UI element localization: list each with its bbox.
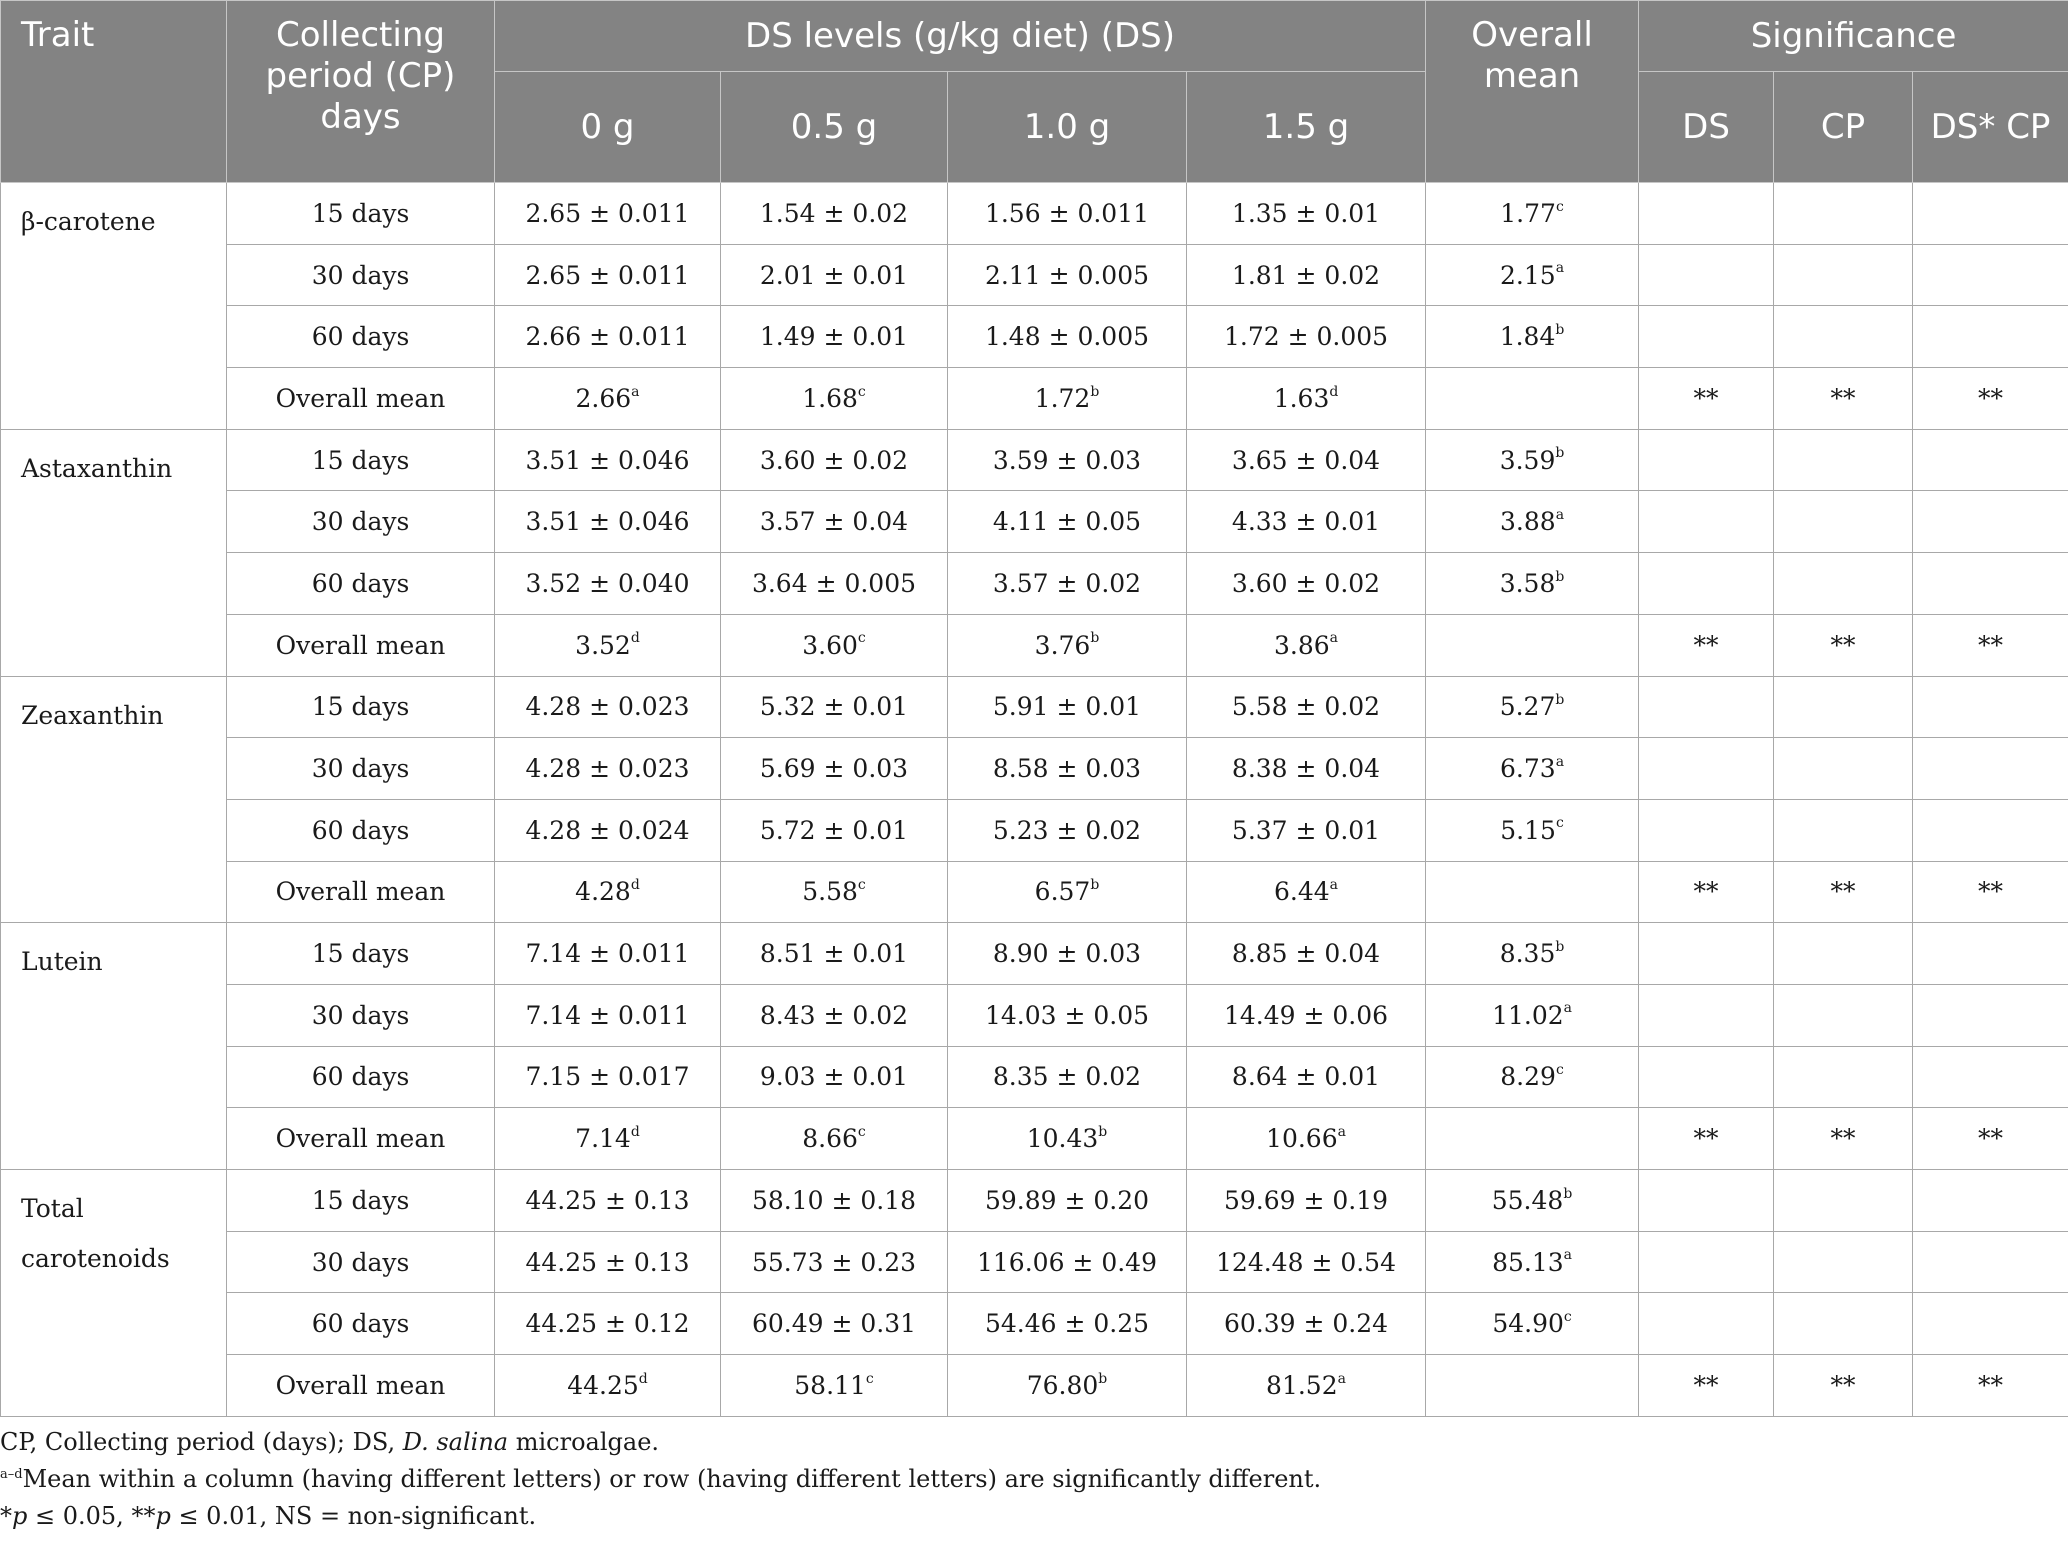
value-cell: 59.69 ± 0.19 [1187,1170,1426,1232]
significance-cell [1774,491,1913,553]
value-cell: 2.01 ± 0.01 [721,244,948,306]
value-cell: 5.32 ± 0.01 [721,676,948,738]
value-cell: 2.65 ± 0.011 [495,244,721,306]
value-cell: 54.46 ± 0.25 [948,1293,1187,1355]
significance-cell: ** [1913,861,2068,923]
value-cell: 8.35 ± 0.02 [948,1046,1187,1108]
value-cell: 3.52 ± 0.040 [495,553,721,615]
value-cell: 8.64 ± 0.01 [1187,1046,1426,1108]
column-mean-cell: 6.44$^a$ [1187,861,1426,923]
header-trait: Trait [1,1,227,183]
trait-label: β-carotene [1,183,227,430]
column-mean-cell: 76.80$^b$ [948,1355,1187,1417]
value-cell: 1.56 ± 0.011 [948,183,1187,245]
overall-mean-empty-cell [1426,614,1639,676]
value-cell: 2.66 ± 0.011 [495,306,721,368]
significance-cell [1639,923,1774,985]
overall-mean-row [1,368,2068,430]
significance-cell [1639,244,1774,306]
row-mean-cell: 11.02$^a$ [1426,984,1639,1046]
table-row [1,1293,2068,1355]
period-cell: 30 days [227,738,495,800]
header-sig-cp: CP [1774,72,1913,183]
overall-mean-empty-cell [1426,861,1639,923]
column-mean-cell: 81.52$^a$ [1187,1355,1426,1417]
column-mean-cell: 8.66$^c$ [721,1108,948,1170]
column-mean-cell: 3.60$^c$ [721,614,948,676]
overall-mean-empty-cell [1426,1108,1639,1170]
value-cell: 1.54 ± 0.02 [721,183,948,245]
period-cell: 15 days [227,429,495,491]
value-cell: 5.58 ± 0.02 [1187,676,1426,738]
value-cell: 116.06 ± 0.49 [948,1231,1187,1293]
significance-cell: ** [1639,861,1774,923]
header-overall-mean: Overall mean [1426,1,1639,183]
row-mean-cell: 1.84$^b$ [1426,306,1639,368]
table-row [1,738,2068,800]
overall-mean-label: Overall mean [227,861,495,923]
header-level-1-5g: 1.5 g [1187,72,1426,183]
significance-cell [1774,306,1913,368]
column-mean-cell: 44.25$^d$ [495,1355,721,1417]
table-row [1,491,2068,553]
overall-mean-label: Overall mean [227,368,495,430]
value-cell: 1.49 ± 0.01 [721,306,948,368]
significance-cell: ** [1639,368,1774,430]
column-mean-cell: 10.43$^b$ [948,1108,1187,1170]
table-row [1,429,2068,491]
table-row [1,1046,2068,1108]
table-row [1,553,2068,615]
significance-cell [1639,676,1774,738]
value-cell: 9.03 ± 0.01 [721,1046,948,1108]
value-cell: 1.81 ± 0.02 [1187,244,1426,306]
value-cell: 7.14 ± 0.011 [495,984,721,1046]
significance-cell: ** [1774,1108,1913,1170]
header-level-0-5g: 0.5 g [721,72,948,183]
significance-cell [1913,183,2068,245]
table-row [1,306,2068,368]
significance-cell [1774,183,1913,245]
column-mean-cell: 6.57$^b$ [948,861,1187,923]
significance-cell [1639,1231,1774,1293]
period-cell: 30 days [227,984,495,1046]
value-cell: 8.85 ± 0.04 [1187,923,1426,985]
significance-cell: ** [1774,1355,1913,1417]
period-cell: 30 days [227,244,495,306]
overall-mean-empty-cell [1426,368,1639,430]
overall-mean-row [1,614,2068,676]
column-mean-cell: 1.63$^d$ [1187,368,1426,430]
value-cell: 3.51 ± 0.046 [495,491,721,553]
value-cell: 7.14 ± 0.011 [495,923,721,985]
significance-cell [1774,1170,1913,1232]
column-mean-cell: 3.52$^d$ [495,614,721,676]
column-mean-cell: 58.11$^c$ [721,1355,948,1417]
significance-cell [1913,553,2068,615]
value-cell: 3.51 ± 0.046 [495,429,721,491]
significance-cell [1639,183,1774,245]
header-ds-levels: DS levels (g/kg diet) (DS) [495,1,1426,72]
row-mean-cell: 8.29$^c$ [1426,1046,1639,1108]
value-cell: 5.91 ± 0.01 [948,676,1187,738]
significance-cell [1774,984,1913,1046]
trait-label: Astaxanthin [1,429,227,676]
significance-cell [1639,553,1774,615]
value-cell: 3.57 ± 0.04 [721,491,948,553]
column-mean-cell: 2.66$^a$ [495,368,721,430]
value-cell: 44.25 ± 0.13 [495,1231,721,1293]
column-mean-cell: 1.72$^b$ [948,368,1187,430]
value-cell: 59.89 ± 0.20 [948,1170,1187,1232]
significance-cell: ** [1639,614,1774,676]
value-cell: 3.57 ± 0.02 [948,553,1187,615]
significance-cell [1639,306,1774,368]
table-row [1,244,2068,306]
significance-cell [1774,1046,1913,1108]
period-cell: 60 days [227,553,495,615]
period-cell: 60 days [227,1293,495,1355]
overall-mean-row [1,1355,2068,1417]
trait-label: Lutein [1,923,227,1170]
value-cell: 44.25 ± 0.12 [495,1293,721,1355]
column-mean-cell: 3.86$^a$ [1187,614,1426,676]
value-cell: 14.03 ± 0.05 [948,984,1187,1046]
value-cell: 8.43 ± 0.02 [721,984,948,1046]
overall-mean-row [1,861,2068,923]
row-mean-cell: 3.58$^b$ [1426,553,1639,615]
significance-cell: ** [1913,1108,2068,1170]
row-mean-cell: 1.77$^c$ [1426,183,1639,245]
significance-cell [1639,1293,1774,1355]
row-mean-cell: 2.15$^a$ [1426,244,1639,306]
table-header [1,1,2068,183]
column-mean-cell: 10.66$^a$ [1187,1108,1426,1170]
period-cell: 60 days [227,1046,495,1108]
value-cell: 7.15 ± 0.017 [495,1046,721,1108]
value-cell: 3.64 ± 0.005 [721,553,948,615]
period-cell: 30 days [227,1231,495,1293]
significance-cell [1639,984,1774,1046]
significance-cell [1913,984,2068,1046]
significance-cell [1639,429,1774,491]
significance-cell [1639,491,1774,553]
table-row [1,1231,2068,1293]
significance-cell [1774,1231,1913,1293]
overall-mean-label: Overall mean [227,614,495,676]
significance-cell [1774,738,1913,800]
value-cell: 2.11 ± 0.005 [948,244,1187,306]
significance-cell [1913,429,2068,491]
row-mean-cell: 8.35$^b$ [1426,923,1639,985]
trait-label: Zeaxanthin [1,676,227,923]
period-cell: 15 days [227,1170,495,1232]
value-cell: 1.72 ± 0.005 [1187,306,1426,368]
value-cell: 8.38 ± 0.04 [1187,738,1426,800]
period-cell: 60 days [227,306,495,368]
significance-cell [1913,244,2068,306]
significance-cell: ** [1913,368,2068,430]
significance-cell: ** [1774,861,1913,923]
value-cell: 4.28 ± 0.024 [495,799,721,861]
significance-cell: ** [1639,1355,1774,1417]
value-cell: 5.37 ± 0.01 [1187,799,1426,861]
value-cell: 5.72 ± 0.01 [721,799,948,861]
value-cell: 60.39 ± 0.24 [1187,1293,1426,1355]
significance-cell [1774,244,1913,306]
significance-cell [1913,738,2068,800]
value-cell: 4.33 ± 0.01 [1187,491,1426,553]
row-mean-cell: 5.15$^c$ [1426,799,1639,861]
column-mean-cell: 3.76$^b$ [948,614,1187,676]
header-sig-ds: DS [1639,72,1774,183]
value-cell: 5.69 ± 0.03 [721,738,948,800]
table-row [1,923,2068,985]
value-cell: 8.90 ± 0.03 [948,923,1187,985]
trait-label: Total carotenoids [1,1170,227,1417]
significance-cell [1774,923,1913,985]
significance-cell: ** [1774,614,1913,676]
value-cell: 1.35 ± 0.01 [1187,183,1426,245]
significance-cell [1774,429,1913,491]
row-mean-cell: 85.13$^a$ [1426,1231,1639,1293]
significance-cell [1774,553,1913,615]
significance-cell [1639,799,1774,861]
footnote-letters: $^{a-d}$Mean within a column (having different letters) or row (having different letters) are significantly different. [0,1465,1322,1493]
table-row [1,183,2068,245]
column-mean-cell: 5.58$^c$ [721,861,948,923]
value-cell: 3.65 ± 0.04 [1187,429,1426,491]
table-row [1,984,2068,1046]
value-cell: 124.48 ± 0.54 [1187,1231,1426,1293]
significance-cell [1774,1293,1913,1355]
header-level-0g: 0 g [495,72,721,183]
significance-cell [1913,1293,2068,1355]
period-cell: 15 days [227,183,495,245]
value-cell: 3.60 ± 0.02 [721,429,948,491]
value-cell: 58.10 ± 0.18 [721,1170,948,1232]
value-cell: 2.65 ± 0.011 [495,183,721,245]
significance-cell [1913,491,2068,553]
value-cell: 8.58 ± 0.03 [948,738,1187,800]
table-row [1,799,2068,861]
overall-mean-label: Overall mean [227,1355,495,1417]
value-cell: 4.28 ± 0.023 [495,738,721,800]
value-cell: 14.49 ± 0.06 [1187,984,1426,1046]
column-mean-cell: 1.68$^c$ [721,368,948,430]
significance-cell: ** [1913,1355,2068,1417]
overall-mean-label: Overall mean [227,1108,495,1170]
value-cell: 44.25 ± 0.13 [495,1170,721,1232]
overall-mean-empty-cell [1426,1355,1639,1417]
header-level-1-0g: 1.0 g [948,72,1187,183]
value-cell: 3.60 ± 0.02 [1187,553,1426,615]
footnote-abbreviations: CP, Collecting period (days); DS, D. salina microalgae. [0,1428,660,1456]
significance-cell [1913,799,2068,861]
header-sig-ds-cp: DS* CP [1913,72,2068,183]
header-significance: Significance [1639,1,2068,72]
value-cell: 1.48 ± 0.005 [948,306,1187,368]
table-body [1,183,2068,1417]
row-mean-cell: 54.90$^c$ [1426,1293,1639,1355]
value-cell: 5.23 ± 0.02 [948,799,1187,861]
row-mean-cell: 3.88$^a$ [1426,491,1639,553]
significance-cell [1913,923,2068,985]
header-collecting-period: Collecting period (CP) days [227,1,495,183]
row-mean-cell: 6.73$^a$ [1426,738,1639,800]
value-cell: 60.49 ± 0.31 [721,1293,948,1355]
table-footnotes [0,1424,1321,1535]
period-cell: 15 days [227,923,495,985]
column-mean-cell: 7.14$^d$ [495,1108,721,1170]
significance-cell [1639,738,1774,800]
table-row [1,1170,2068,1232]
value-cell: 8.51 ± 0.01 [721,923,948,985]
row-mean-cell: 5.27$^b$ [1426,676,1639,738]
row-mean-cell: 3.59$^b$ [1426,429,1639,491]
column-mean-cell: 4.28$^d$ [495,861,721,923]
significance-cell [1639,1170,1774,1232]
value-cell: 4.28 ± 0.023 [495,676,721,738]
significance-cell: ** [1639,1108,1774,1170]
value-cell: 4.11 ± 0.05 [948,491,1187,553]
significance-cell [1913,1231,2068,1293]
overall-mean-row [1,1108,2068,1170]
significance-cell [1913,1170,2068,1232]
significance-cell [1913,306,2068,368]
significance-cell: ** [1774,368,1913,430]
period-cell: 60 days [227,799,495,861]
significance-cell [1774,799,1913,861]
significance-cell [1774,676,1913,738]
value-cell: 3.59 ± 0.03 [948,429,1187,491]
footnote-significance: *p ≤ 0.05, **p ≤ 0.01, NS = non-significant. [0,1502,537,1530]
row-mean-cell: 55.48$^b$ [1426,1170,1639,1232]
significance-cell [1639,1046,1774,1108]
significance-cell [1913,1046,2068,1108]
value-cell: 55.73 ± 0.23 [721,1231,948,1293]
significance-cell: ** [1913,614,2068,676]
period-cell: 15 days [227,676,495,738]
table-row [1,676,2068,738]
period-cell: 30 days [227,491,495,553]
significance-cell [1913,676,2068,738]
